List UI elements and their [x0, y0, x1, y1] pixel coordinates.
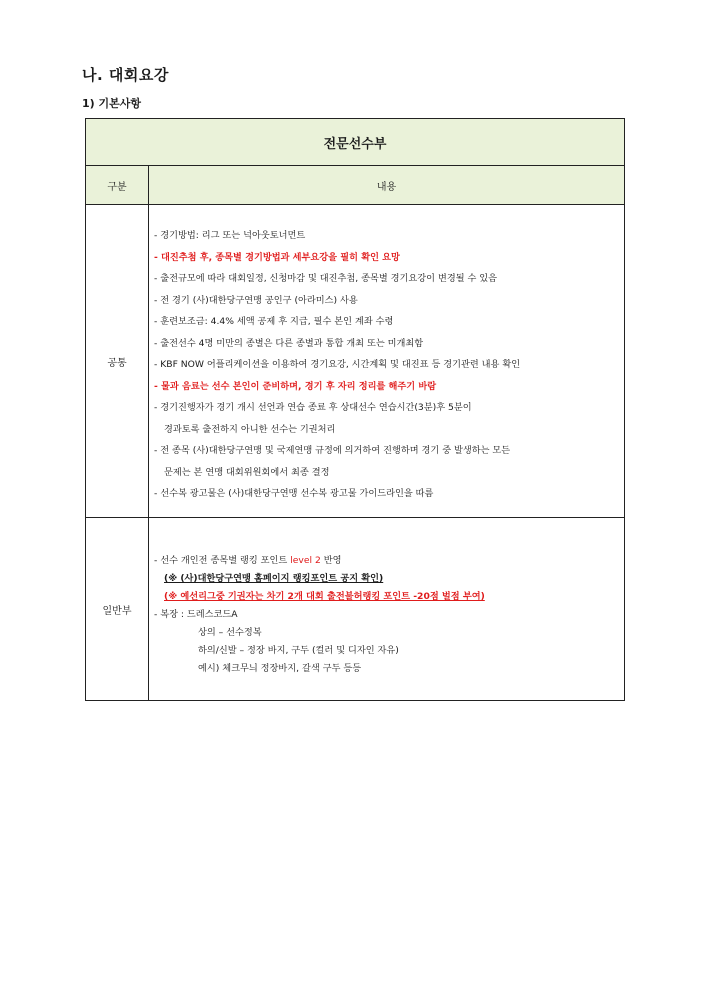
sub-title: 1) 기본사항: [82, 97, 142, 110]
common-line-item: - 경기방법: 리그 또는 넉아웃토너먼트: [154, 230, 306, 241]
row-content-general: [149, 518, 625, 701]
row-label-general: 일반부: [86, 518, 149, 701]
general-line-notice: (※ (사)대한당구연맹 홈페이지 랭킹포인트 공지 확인): [164, 573, 384, 584]
ranking-level: level 2: [290, 555, 321, 566]
general-line-bottom: 하의/신발 – 정장 바지, 구두 (컬러 및 디자인 자유): [198, 645, 399, 656]
column-header-content: 내용: [149, 166, 625, 205]
common-line-item: - 대진추첨 후, 종목별 경기방법과 세부요강을 필히 확인 요망: [154, 251, 400, 263]
column-header-row: [86, 166, 625, 205]
general-line-ranking: - 선수 개인전 종목별 랭킹 포인트 level 2 반영: [154, 555, 342, 566]
general-line-dresscode: - 복장 : 드레스코드A: [154, 609, 238, 620]
table-row-common: [86, 205, 625, 518]
common-line-item: - 출전선수 4명 미만의 종별은 다른 종별과 통합 개최 또는 미개최함: [154, 337, 424, 349]
general-lines: [149, 518, 624, 678]
common-line-item: - 전 종목 (사)대한당구연맹 및 국제연맹 규정에 의거하여 진행하며 경기 중 발생하는 모든: [154, 445, 511, 456]
general-line-top: 상의 – 선수정복: [198, 627, 262, 638]
common-line-item: - 물과 음료는 선수 본인이 준비하며, 경기 후 자리 정리를 해주기 바람: [154, 380, 437, 392]
row-label-common: 공통: [86, 205, 149, 518]
table-header: 전문선수부: [86, 119, 625, 166]
common-line-item: - 전 경기 (사)대한당구연맹 공인구 (아라미스) 사용: [154, 294, 358, 306]
common-line-item: - 경기진행자가 경기 개시 선언과 연습 종료 후 상대선수 연습시간(3분)후 5분이: [154, 402, 472, 413]
column-header-category: 구분: [86, 166, 149, 205]
common-line-item: - KBF NOW 어플리케이션을 이용하여 경기요강, 시간계획 및 대진표 등 경기관련 내용 확인: [154, 359, 521, 370]
general-line-example: 예시) 체크무늬 정장바지, 갈색 구두 등등: [198, 663, 362, 674]
common-lines: [149, 205, 624, 505]
competition-rules-table: [85, 118, 625, 701]
common-line-item: - 출전규모에 따라 대회일정, 신청마감 및 대진추첨, 종목별 경기요강이 변경될 수 있음: [154, 273, 498, 284]
common-line-item: - 선수복 광고물은 (사)대한당구연맹 선수복 광고물 가이드라인을 따름: [154, 488, 434, 499]
section-title: 나. 대회요강: [82, 66, 169, 84]
common-line-item: - 훈련보조금: 4.4% 세액 공제 후 지급, 필수 본인 계좌 수령: [154, 316, 394, 327]
common-line-item: 경과토록 출전하지 아니한 선수는 기권처리: [164, 423, 336, 435]
table-row-general: [86, 518, 625, 701]
common-line-item: 문제는 본 연맹 대회위원회에서 최종 결정: [164, 466, 330, 478]
table-header-row: [86, 119, 625, 166]
general-line-penalty: (※ 예선리그중 기권자는 차기 2개 대회 출전불허랭킹 포인트 -20점 벌점 부여): [164, 591, 485, 602]
row-content-common: [149, 205, 625, 518]
